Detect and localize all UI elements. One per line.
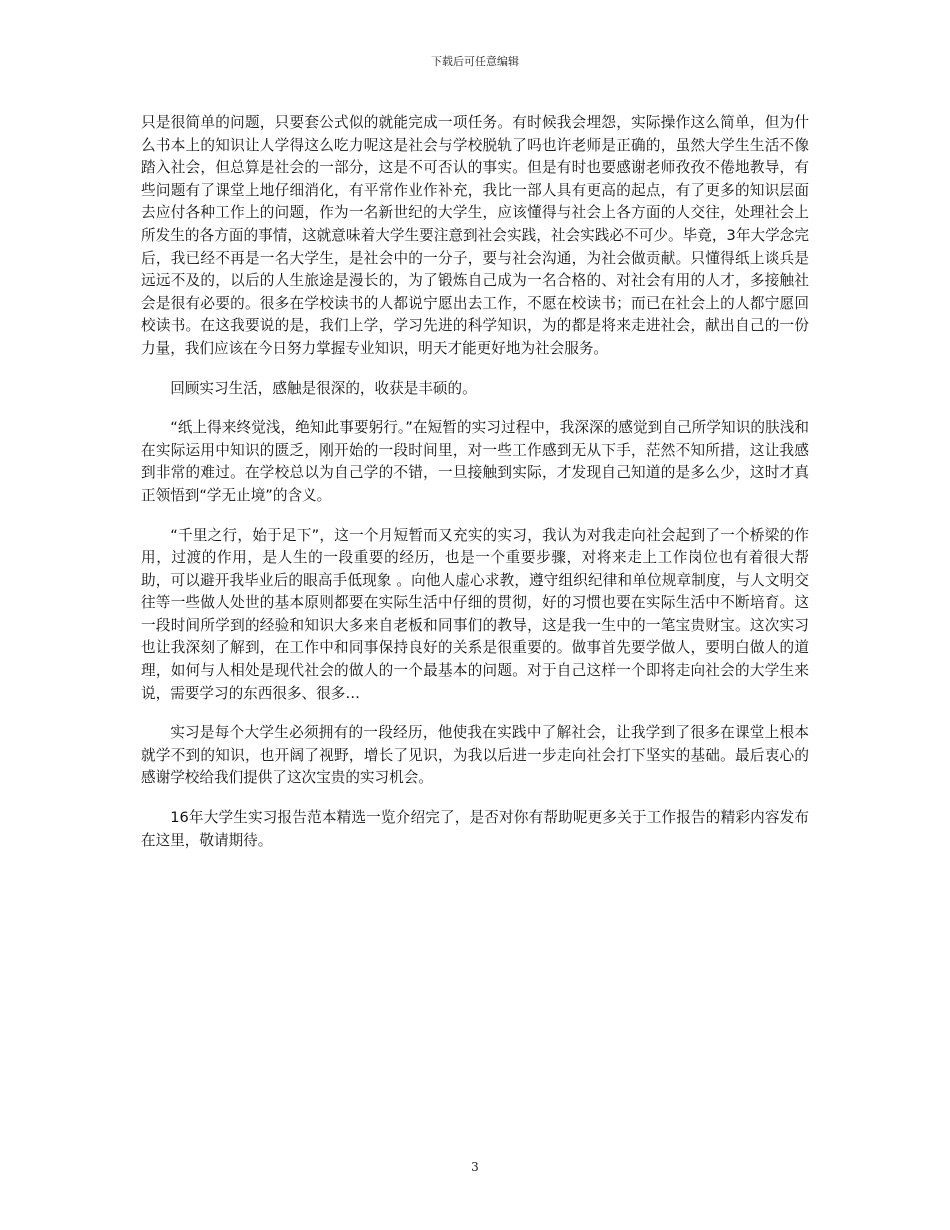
page-number: 3	[471, 1160, 479, 1174]
document-body	[141, 112, 809, 869]
paragraph-3: “纸上得来终觉浅，绝知此事要躬行。”在短暂的实习过程中，我深深的感觉到自己所学知识的肤浅和在实际运用中知识的匮乏，刚开始的一段时间里，对一些工作感到无从下手，茫然不知所措，这让我感到非常的难过。在学校总以为自己学的不错，一旦接触到实际，才发现自己知道的是多么少，这时才真正领悟到“学无止境”的含义。	[141, 419, 809, 504]
paragraph-6: 16年大学生实习报告范本精选一览介绍完了，是否对你有帮助呢更多关于工作报告的精彩内容发布在这里，敬请期待。	[141, 809, 809, 849]
paragraph-4: “千里之行，始于足下”，这一个月短暂而又充实的实习，我认为对我走向社会起到了一个桥梁的作用，过渡的作用，是人生的一段重要的经历，也是一个重要步骤，对将来走上工作岗位也有着很大帮助，可以避开我毕业后的眼高手低现象 。向他人虚心求教，遵守组织纪律和单位规章制度，与人文明交往等一些做人处世的基本原则都要在实际生活中仔细的贯彻，好的习惯也要在实际生活中不断培育。这一段时间所学到的经验和知识大多来自老板和同事们的教导，这是我一生中的一笔宝贵财宝。这次实习也让我深刻了解到，在工作中和同事保持良好的关系是很重要的。做事首先要学做人，要明白做人的道理，如何与人相处是现代社会的做人的一个最基本的问题。对于自己这样一个即将走向社会的大学生来说，需要学习的东西很多、很多…	[141, 526, 809, 702]
paragraph-1: 只是很简单的问题，只要套公式似的就能完成一项任务。有时候我会埋怨，实际操作这么简单，但为什么书本上的知识让人学得这么吃力呢这是社会与学校脱轨了吗也许老师是正确的，虽然大学生生活不像踏入社会，但总算是社会的一部分，这是不可否认的事实。但是有时也要感谢老师孜孜不倦地教导，有些问题有了课堂上地仔细消化，有平常作业作补充，我比一部人具有更高的起点，有了更多的知识层面去应付各种工作上的问题，作为一名新世纪的大学生，应该懂得与社会上各方面的人交往，处理社会上所发生的各方面的事情，这就意味着大学生要注意到社会实践，社会实践必不可少。毕竟，3年大学念完后，我已经不再是一名大学生，是社会中的一分子，要与社会沟通，为社会做贡献。只懂得纸上谈兵是远远不及的，以后的人生旅途是漫长的，为了锻炼自己成为一名合格的、对社会有用的人才，多接触社会是很有必要的。很多在学校读书的人都说宁愿出去工作，不愿在校读书；而已在社会上的人都宁愿回校读书。在这我要说的是，我们上学，学习先进的科学知识，为的都是将来走进社会，献出自己的一份力量，我们应该在今日努力掌握专业知识，明天才能更好地为社会服务。	[141, 114, 809, 357]
paragraph-5: 实习是每个大学生必须拥有的一段经历，他使我在实践中了解社会，让我学到了很多在课堂上根本就学不到的知识，也开阔了视野，增长了见识，为我以后进一步走向社会打下坚实的基础。最后衷心的感谢学校给我们提供了这次宝贵的实习机会。	[141, 724, 809, 787]
page-header-note: 下载后可任意编辑	[431, 55, 519, 68]
paragraph-2: 回顾实习生活，感触是很深的，收获是丰硕的。	[170, 379, 477, 397]
